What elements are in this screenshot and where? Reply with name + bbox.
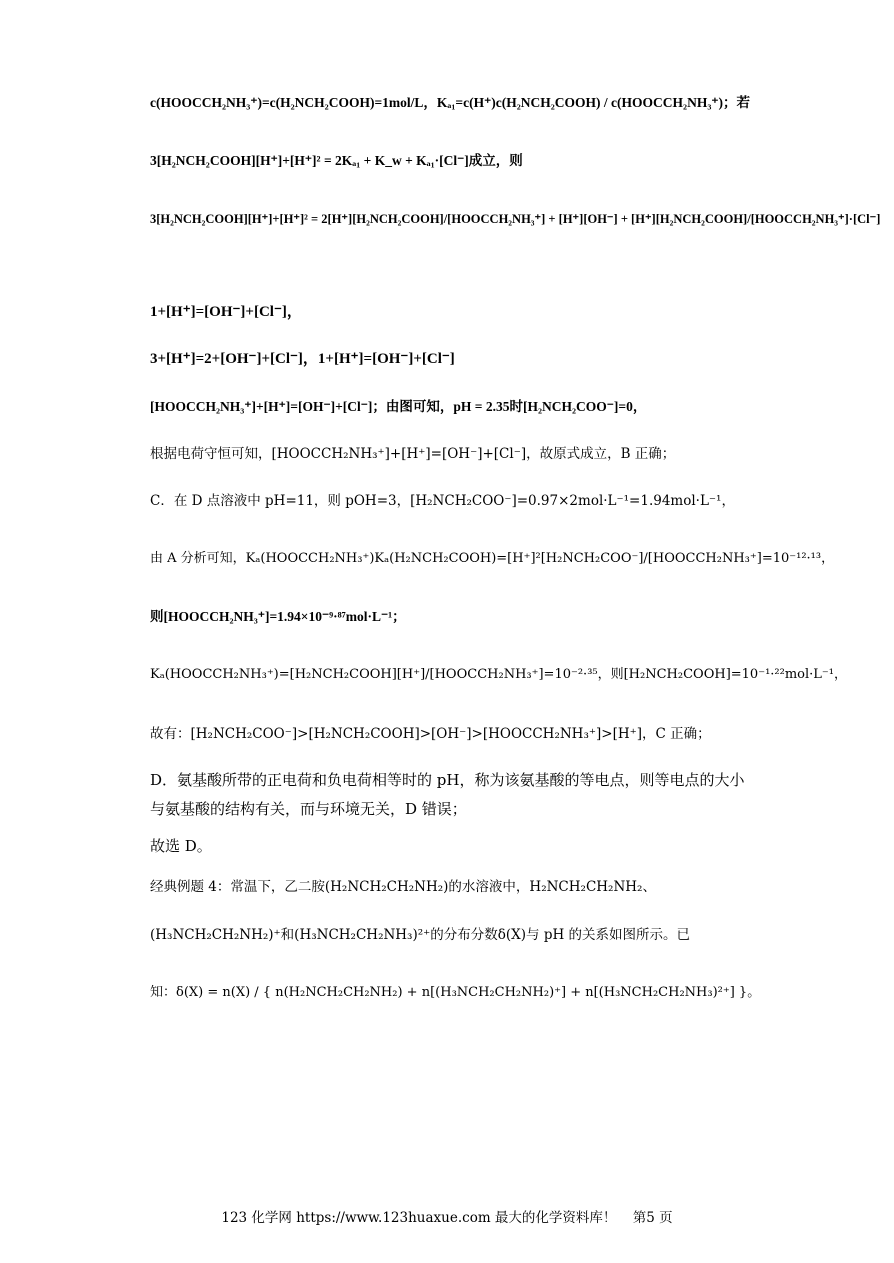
page-footer <box>0 1206 894 1226</box>
text-line-12: 故有：[H₂NCH₂COO⁻]>[H₂NCH₂COOH]>[OH⁻]>[HOOCCH₂NH₃⁺]>[H⁺]，C 正确； <box>150 726 711 742</box>
text-line-15: 经典例题 4：常温下，乙二胺(H₂NCH₂CH₂NH₂)的水溶液中，H₂NCH₂CH₂NH₂、 <box>150 879 656 895</box>
text-line-6: [HOOCCH₂NH₃⁺]+[H⁺]=[OH⁻]+[Cl⁻]；由图可知，pH = 2.35时[H₂NCH₂COO⁻]=0， <box>150 399 647 414</box>
text-line-13: D．氨基酸所带的正电荷和负电荷相等时的 pH，称为该氨基酸的等电点，则等电点的大小与氨基酸的结构有关，而与环境无关，D 错误； <box>150 771 745 818</box>
text-line-17: 知：δ(X) = n(X) / { n(H₂NCH₂CH₂NH₂) + n[(H₃NCH₂CH₂NH₂)⁺] + n[(H₃NCH₂CH₂NH₃)²⁺] }。 <box>150 985 761 1000</box>
text-line-16: (H₃NCH₂CH₂NH₂)⁺和(H₃NCH₂CH₂NH₃)²⁺的分布分数δ(X)与 pH 的关系如图所示。已 <box>150 927 691 943</box>
text-line-1: c(HOOCCH₂NH₃⁺)=c(H₂NCH₂COOH)=1mol/L，Kₐ₁=c(H⁺)c(H₂NCH₂COOH) / c(HOOCCH₂NH₃⁺)；若 <box>150 95 750 110</box>
text-line-4: 1+[H⁺]=[OH⁻]+[Cl⁻]， <box>150 304 302 320</box>
footer-page-number: 第5 页 <box>632 1210 673 1226</box>
text-line-8: C．在 D 点溶液中 pH=11，则 pOH=3，[H₂NCH₂COO⁻]=0.97×2mol·L⁻¹=1.94mol·L⁻¹， <box>150 493 735 509</box>
text-line-5: 3+[H⁺]=2+[OH⁻]+[Cl⁻]，1+[H⁺]=[OH⁻]+[Cl⁻] <box>150 351 455 367</box>
text-line-7: 根据电荷守恒可知，[HOOCCH₂NH₃⁺]+[H⁺]=[OH⁻]+[Cl⁻]，故原式成立，B 正确； <box>150 446 676 462</box>
text-line-14: 故选 D。 <box>150 837 212 855</box>
text-line-3: 3[H₂NCH₂COOH][H⁺]+[H⁺]² = 2[H⁺][H₂NCH₂COOH]/[HOOCCH₂NH₃⁺] + [H⁺][OH⁻] + [H⁺][H₂NCH₂COOH]/[HOOCCH₂NH₃⁺]·[Cl⁻] <box>150 212 881 226</box>
text-line-2: 3[H₂NCH₂COOH][H⁺]+[H⁺]² = 2Kₐ₁ + K_w + Kₐ₁·[Cl⁻]成立，则 <box>150 153 523 168</box>
footer-site: 123 化学网 https://www.123huaxue.com 最大的化学资料库！ <box>221 1210 617 1226</box>
text-line-10: 则[HOOCCH₂NH₃⁺]=1.94×10⁻⁹·⁸⁷mol·L⁻¹； <box>150 609 406 624</box>
text-line-11: Kₐ(HOOCCH₂NH₃⁺)=[H₂NCH₂COOH][H⁺]/[HOOCCH₂NH₃⁺]=10⁻²·³⁵，则[H₂NCH₂COOH]=10⁻¹·²²mol·L⁻¹， <box>150 667 847 682</box>
text-line-9: 由 A 分析可知，Kₐ(HOOCCH₂NH₃⁺)Kₐ(H₂NCH₂COOH)=[H⁺]²[H₂NCH₂COO⁻]/[HOOCCH₂NH₃⁺]=10⁻¹²·¹³， <box>150 551 835 566</box>
